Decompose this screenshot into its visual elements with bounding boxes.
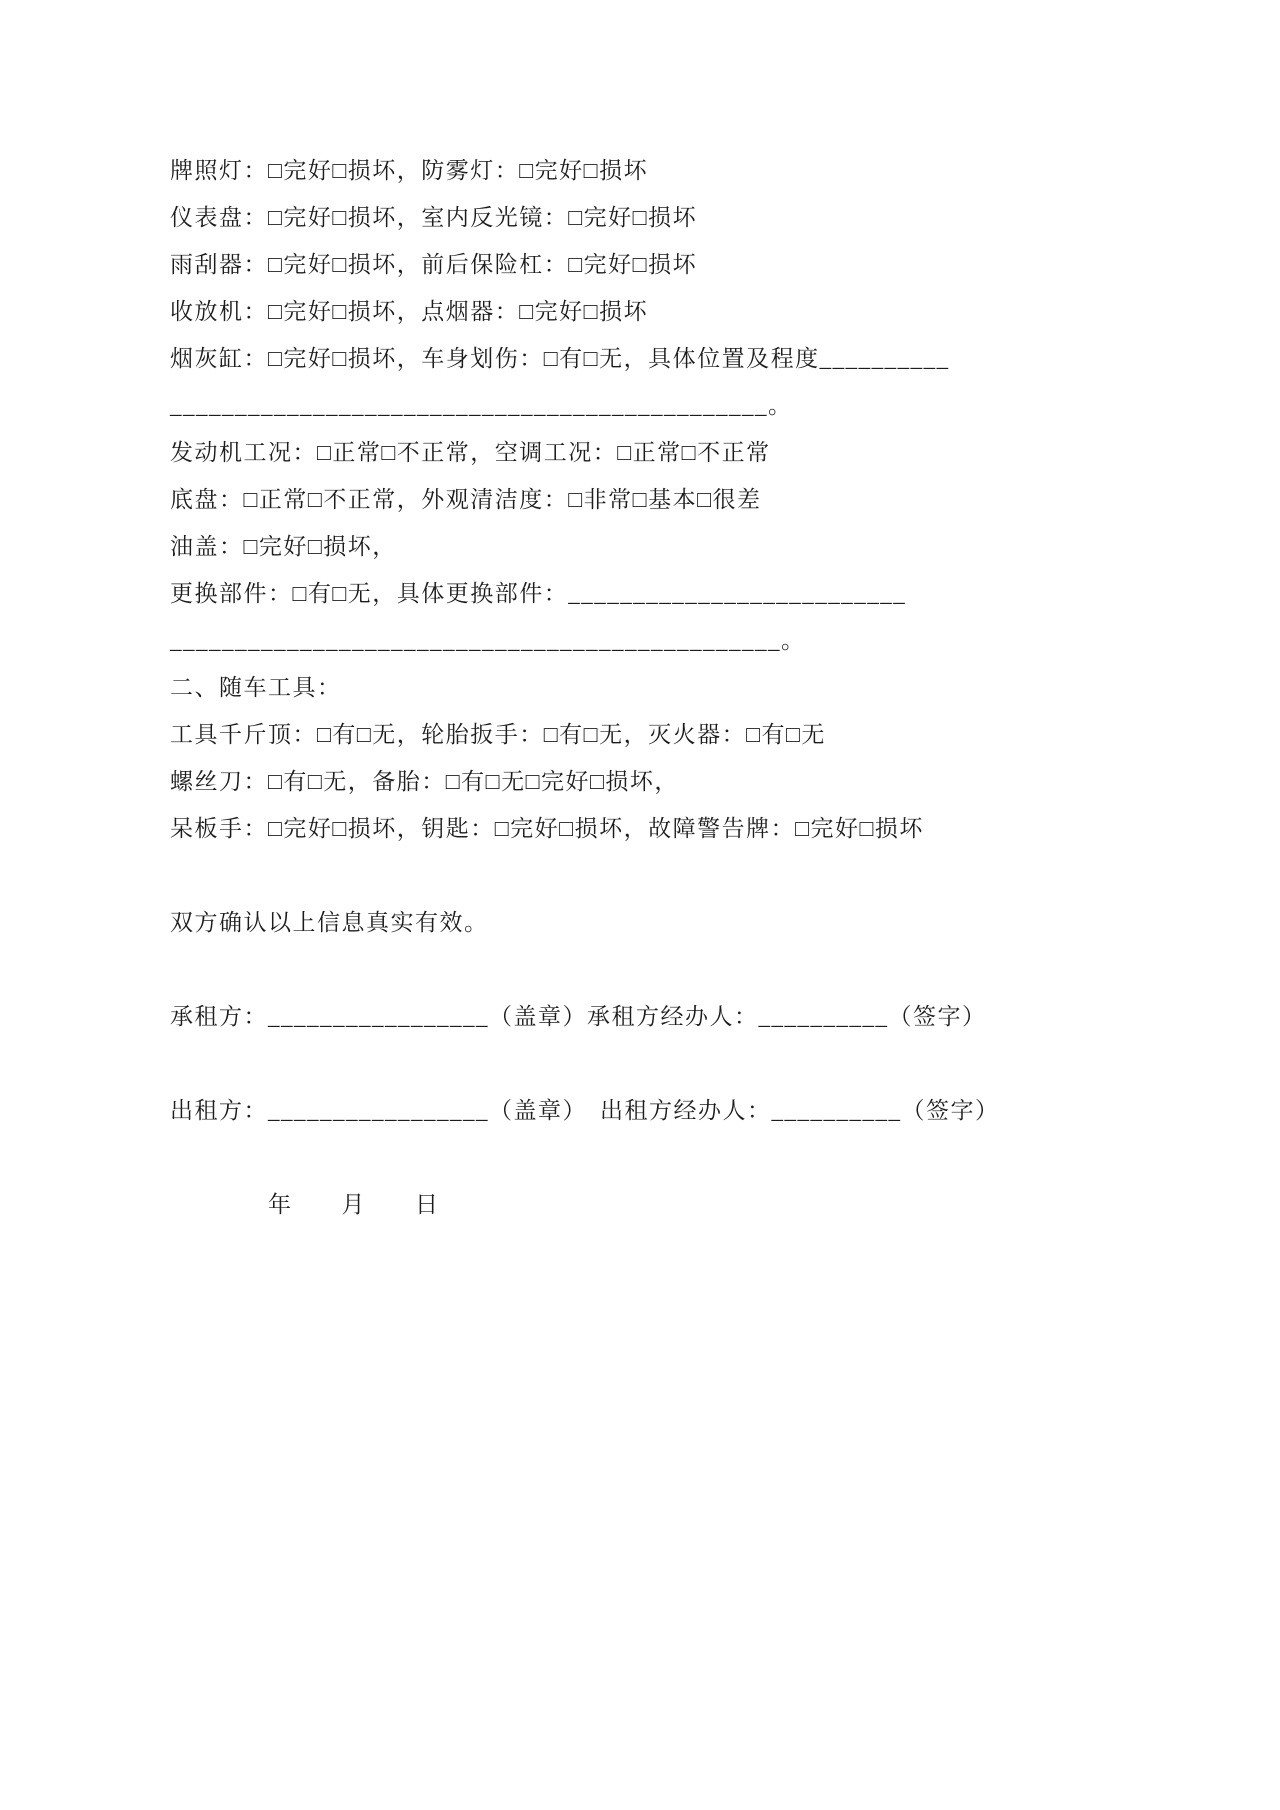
spacer-line — [170, 1134, 1130, 1181]
checklist-line-wiper: 雨刮器：□完好□损坏，前后保险杠：□完好□损坏 — [170, 252, 698, 277]
checklist-line-radio: 收放机：□完好□损坏，点烟器：□完好□损坏 — [170, 299, 649, 324]
checklist-line-dashboard: 仪表盘：□完好□损坏，室内反光镜：□完好□损坏 — [170, 205, 698, 230]
spacer-line — [170, 946, 1130, 993]
section-heading-tools: 二、随车工具： — [170, 675, 342, 700]
checklist-line-engine-ac: 发动机工况：□正常□不正常，空调工况：□正常□不正常 — [170, 440, 771, 465]
checklist-line-chassis-clean: 底盘：□正常□不正常，外观清洁度：□非常□基本□很差 — [170, 487, 762, 512]
lessor-signature-line: 出租方：_________________（盖章） 出租方经办人：__________（签字） — [170, 1098, 1000, 1123]
checklist-line-jack-wrench-extinguisher: 工具千斤顶：□有□无，轮胎扳手：□有□无，灭火器：□有□无 — [170, 722, 826, 747]
date-line: 年 月 日 — [170, 1192, 440, 1217]
checklist-line-fuel-cap: 油盖：□完好□损坏， — [170, 534, 397, 559]
checklist-line-spanner-key-sign: 呆板手：□完好□损坏，钥匙：□完好□损坏，故障警告牌：□完好□损坏 — [170, 816, 924, 841]
checklist-line-screwdriver-spare: 螺丝刀：□有□无，备胎：□有□无□完好□损坏， — [170, 769, 679, 794]
blank-fill-line-scratch: ______________________________________________。 — [170, 393, 793, 418]
checklist-line-plate-lamp: 牌照灯：□完好□损坏，防雾灯：□完好□损坏 — [170, 158, 649, 183]
lessee-signature-line: 承租方：_________________（盖章）承租方经办人：__________（签字） — [170, 1004, 987, 1029]
checklist-line-replaced-parts: 更换部件：□有□无，具体更换部件：__________________________ — [170, 581, 907, 606]
confirmation-statement: 双方确认以上信息真实有效。 — [170, 910, 489, 935]
blank-fill-line-parts: _______________________________________________。 — [170, 628, 806, 653]
spacer-line — [170, 1040, 1130, 1087]
spacer-line — [170, 852, 1130, 899]
checklist-line-ashtray-scratch: 烟灰缸：□完好□损坏，车身划伤：□有□无，具体位置及程度__________ — [170, 346, 950, 371]
